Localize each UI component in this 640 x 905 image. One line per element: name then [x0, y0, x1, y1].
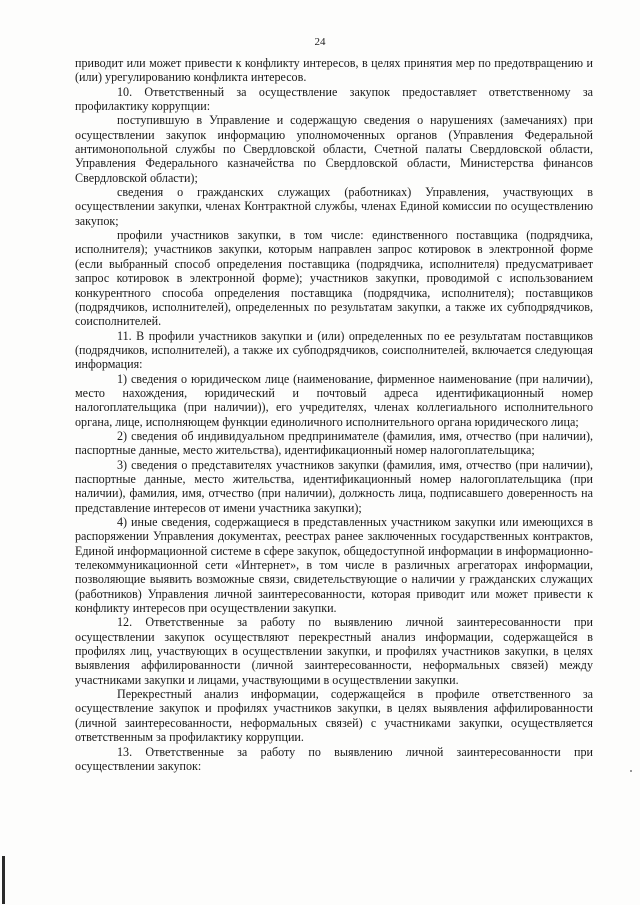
paragraph-participant-profiles: профили участников закупки, в том числе: единственного поставщика (подрядчика, исполнителя); участников закупки, которым направлен запрос котировок в электронной форме (если выбранный способ определения поставщика (подрядчика, исполнителя) предусматривает запрос котировок в электронной форме); участников закупки, проводимой с использованием конкурентного способа определения поставщика (подрядчика, исполнителя); поставщиков (подрядчиков, исполнителей), определенных по результатам закупки, а также их субподрядчиков, соисполнителей. [75, 228, 593, 329]
page-number: 24 [314, 36, 326, 48]
paragraph-item-11: 11. В профили участников закупки и (или) определенных по ее результатам поставщиков (подрядчиков, исполнителей), а также их субподрядчиков, соисполнителей, включается следующая информация: [75, 328, 593, 372]
paragraph-continuation: приводит или может привести к конфликту интересов, в целях принятия мер по предотвращению и (или) урегулированию конфликта интересов. [75, 56, 593, 85]
paragraph-employees-info: сведения о гражданских служащих (работниках) Управления, участвующих в осуществлении закупки, членах Контрактной службы, членах Единой комиссии по осуществлению закупок; [75, 185, 593, 228]
document-body [75, 56, 593, 773]
paragraph-item-12: 12. Ответственные за работу по выявлению личной заинтересованности при осуществлении закупок осуществляют перекрестный анализ информации, содержащейся в профилях лиц, участвующих в осуществлении закупки, и профилях участников закупки, в целях выявления аффилированности (личной заинтересованности, неформальных связей) между участниками закупки и лицами, участвующими в осуществлении закупки. [75, 615, 593, 687]
paragraph-cross-analysis: Перекрестный анализ информации, содержащейся в профиле ответственного за осуществление закупок и профилях участников закупки, в целях выявления аффилированности (личной заинтересованности, неформальных связей) с участниками закупки, осуществляется ответственным за профилактику коррупции. [75, 687, 593, 745]
paragraph-item-10: 10. Ответственный за осуществление закупок предоставляет ответственному за профилактику коррупции: [75, 84, 593, 114]
paragraph-received-info: поступившую в Управление и содержащую сведения о нарушениях (замечаниях) при осуществлении закупок информацию уполномоченных органов (Управления Федеральной антимонопольной службы по Свердловской области, Счетной палаты Свердловской области, Управления Федерального казначейства по Свердловской области, Министерства финансов Свердловской области); [75, 113, 593, 185]
scan-edge-mark [2, 856, 5, 904]
paragraph-subitem-4: 4) иные сведения, содержащиеся в представленных участником закупки или имеющихся в распоряжении Управления документах, реестрах ранее заключенных государственных контрактов, Единой информационной системе в сфере закупок, общедоступной информации в информационно-телекоммуникационной сети «Интернет», в том числе в различных агрегаторах информации, позволяющие выявить возможные связи, свидетельствующие о наличии у гражданских служащих (работников) Управления личной заинтересованности, которая приводит или может привести к конфликту интересов при осуществлении закупки. [75, 515, 593, 616]
paragraph-subitem-2: 2) сведения об индивидуальном предпринимателе (фамилия, имя, отчество (при наличии), паспортные данные, место жительства), идентификационный номер налогоплательщика; [75, 428, 593, 458]
paragraph-subitem-1: 1) сведения о юридическом лице (наименование, фирменное наименование (при наличии), место нахождения, юридический и почтовый адреса идентификационный номер налогоплательщика (при наличии)), его учредителях, членах коллегиального исполнительного органа, лице, исполняющем функции единоличного исполнительного органа юридического лица; [75, 371, 593, 429]
paragraph-item-13: 13. Ответственные за работу по выявлению личной заинтересованности при осуществлении закупок: [75, 744, 593, 773]
scan-speck [630, 770, 632, 772]
paragraph-subitem-3: 3) сведения о представителях участников закупки (фамилия, имя, отчество (при наличии), паспортные данные, место жительства, идентификационный номер налогоплательщика (при наличии), фамилия, имя, отчество (при наличии), должность лица, подписавшего доверенность на представление интересов от имени участника закупки); [75, 457, 593, 515]
